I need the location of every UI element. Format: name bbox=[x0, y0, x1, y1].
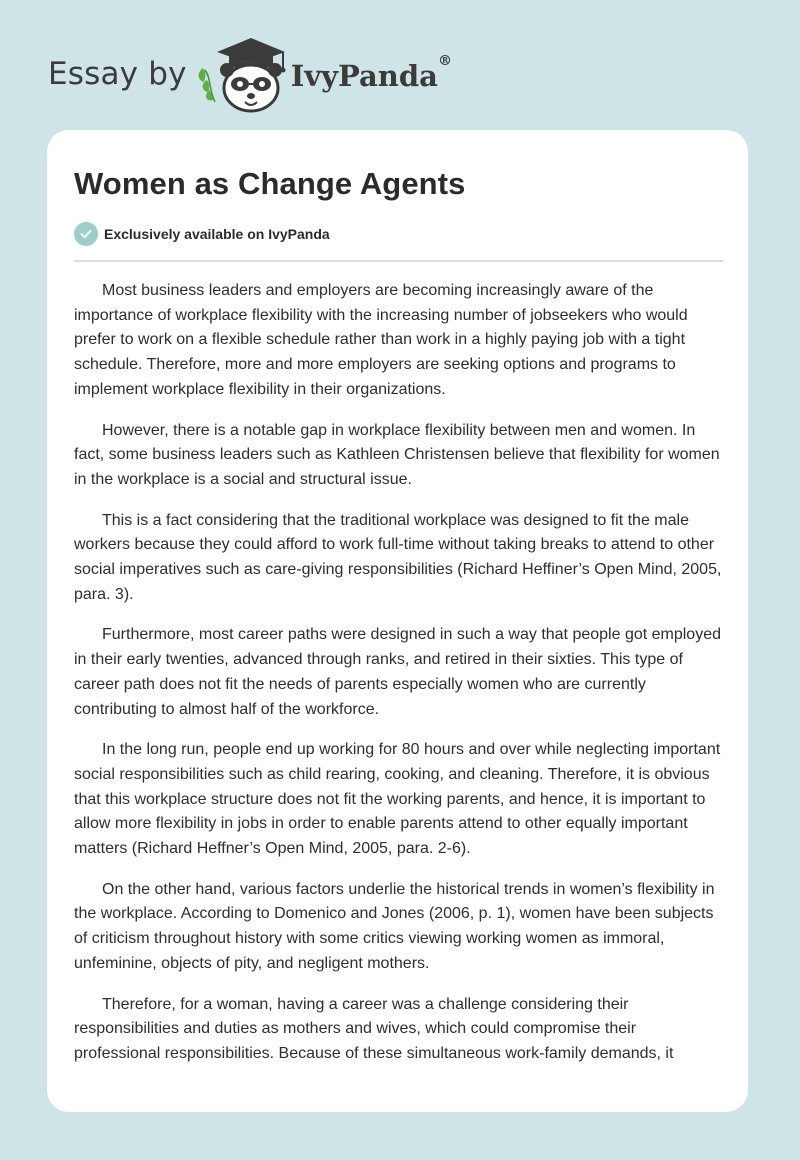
paragraph: However, there is a notable gap in workplace flexibility between men and women. In fact, some business leaders such as Kathleen Christensen believe that flexibility for women in the workplace is a social and structural issue. bbox=[74, 421, 720, 488]
check-icon bbox=[74, 222, 98, 246]
exclusive-badge bbox=[74, 222, 330, 246]
paragraph: In the long run, people end up working for 80 hours and over while neglecting important social responsibilities such as child rearing, cooking, and cleaning. Therefore, it is obvious that this workplace structure does not fit the working parents, and hence, it is important to allow more flexibility in jobs in order to enable parents attend to other equally important matters (Richard Heffner’s Open Mind, 2005, para. 2-6). bbox=[74, 741, 721, 858]
registered-mark: ® bbox=[437, 53, 452, 69]
essay-card bbox=[47, 130, 748, 1112]
divider bbox=[74, 260, 723, 262]
paragraph: Therefore, for a woman, having a career was a challenge considering their responsibilities and duties as mothers and wives, which could compromise their professional responsibilities. Because of these simultaneous work-family demands, it bbox=[74, 995, 674, 1062]
paragraph: On the other hand, various factors underlie the historical trends in women’s flexibility in the workplace. According to Domenico and Jones (2006, p. 1), women have been subjects of criticism throughout history with some critics viewing working women as immoral, unfeminine, objects of pity, and negligent mothers. bbox=[74, 880, 715, 972]
paragraph: Furthermore, most career paths were designed in such a way that people got employed in their early twenties, advanced through ranks, and retired in their sixties. This type of career path does not fit the needs of parents especially women who are currently contributing to almost half of the workforce. bbox=[74, 626, 721, 718]
site-header bbox=[48, 34, 452, 114]
brand-name[interactable] bbox=[290, 53, 452, 93]
exclusive-badge-label: Exclusively available on IvyPanda bbox=[104, 226, 330, 242]
essay-body bbox=[74, 279, 726, 1083]
paragraph: Most business leaders and employers are becoming increasingly aware of the importance of workplace flexibility with the increasing number of jobseekers who would prefer to work on a flexible schedule rather than work in a highly paying job with a tight schedule. Therefore, more and more employers are seeking options and programs to implement workplace flexibility in their organizations. bbox=[74, 282, 688, 398]
paragraph: This is a fact considering that the traditional workplace was designed to fit the male workers because they could afford to work full-time without taking breaks to attend to other social imperatives such as care-giving responsibilities (Richard Heffiner’s Open Mind, 2005, para. 3). bbox=[74, 511, 722, 603]
panda-logo-icon[interactable] bbox=[197, 34, 289, 114]
brand-name-text: IvyPanda bbox=[290, 59, 438, 93]
brand-prefix: Essay by bbox=[48, 56, 187, 92]
essay-title: Women as Change Agents bbox=[74, 166, 466, 201]
